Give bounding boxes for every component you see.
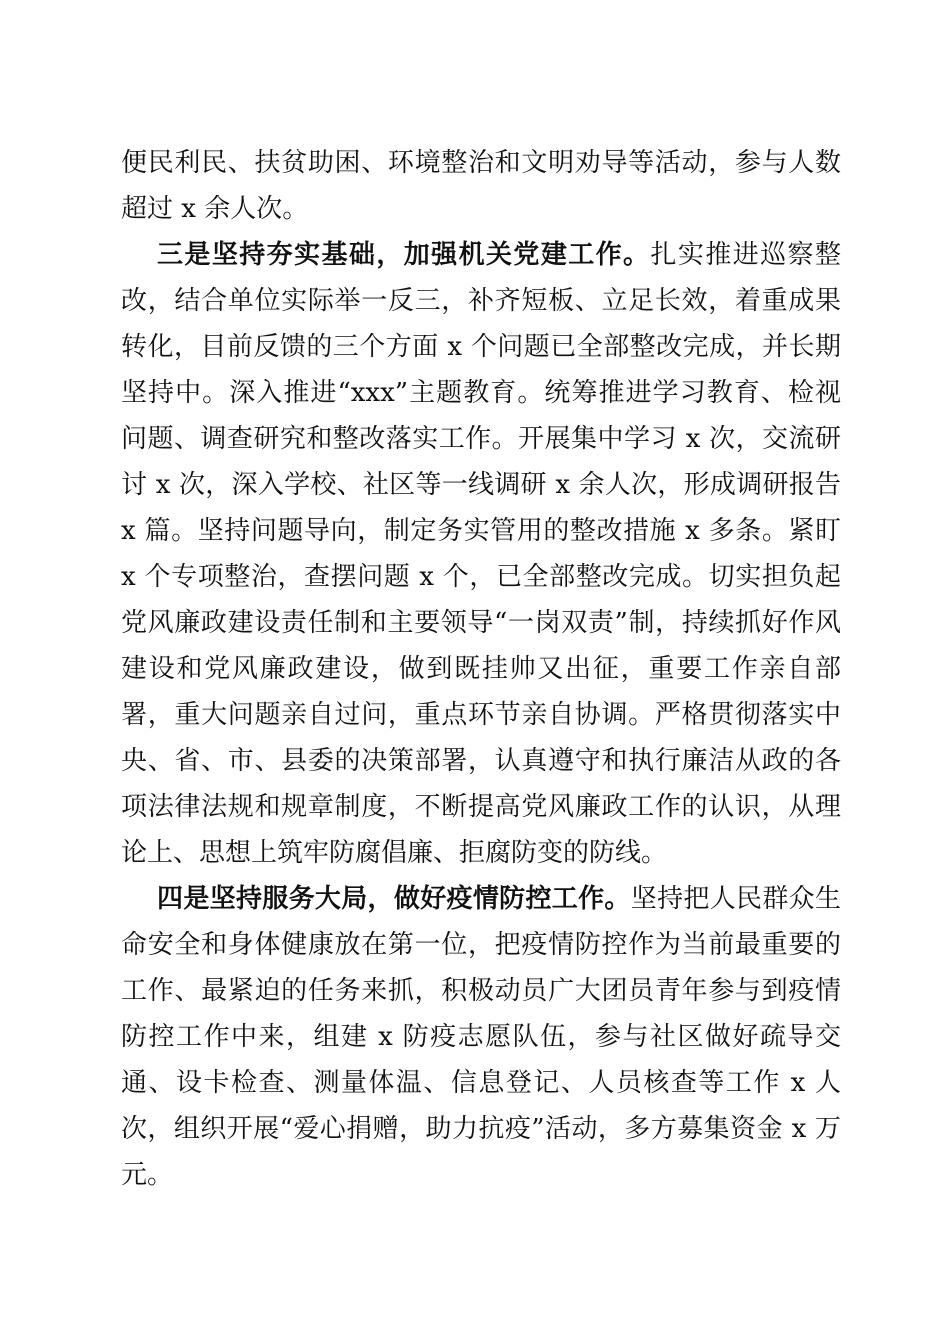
paragraph-text: 坚持把人民群众生命安全和身体健康放在第一位，把疫情防控作为当前最重要的工作、最紧迫的任务来抓，积极动员广大团员青年参与到疫情防控工作中来，组建 x 防疫志愿队伍，参与社区做好疏导交通、设卡检查、测量体温、信息登记、人员核查等工作 x 人次，组织开展“爱心捐赠，助力抗疫”活动，多方募集资金 x 万元。: [121, 884, 841, 1190]
paragraph-epidemic-prevention: [121, 876, 841, 1198]
paragraph-text: 扎实推进巡察整改，结合单位实际举一反三，补齐短板、立足长效，着重成果转化，目前反馈的三个方面 x 个问题已全部整改完成，并长期坚持中。深入推进“xxx”主题教育。统筹推进学习教育、检视问题、调查研究和整改落实工作。开展集中学习 x 次，交流研讨 x 次，深入学校、社区等一线调研 x 余人次，形成调研报告 x 篇。坚持问题导向，制定务实管用的整改措施 x 多条。紧盯 x 个专项整治，查摆问题 x 个，已全部整改完成。切实担负起党风廉政建设责任制和主要领导“一岗双责”制，持续抓好作风建设和党风廉政建设，做到既挂帅又出征，重要工作亲自部署，重大问题亲自过问，重点环节亲自协调。严格贯彻落实中央、省、市、县委的决策部署，认真遵守和执行廉洁从政的各项法律法规和规章制度，不断提高党风廉政工作的认识，从理论上、思想上筑牢防腐倡廉、拒腐防变的防线。: [121, 240, 841, 868]
document-body: [121, 140, 841, 1198]
paragraph-party-building: [121, 232, 841, 876]
paragraph-text: 便民利民、扶贫助困、环境整治和文明劝导等活动，参与人数超过 x 余人次。: [121, 148, 841, 224]
paragraph-continuation: [121, 140, 841, 232]
paragraph-heading: 四是坚持服务大局，做好疫情防控工作。: [157, 884, 631, 914]
paragraph-heading: 三是坚持夯实基础，加强机关党建工作。: [157, 240, 651, 270]
